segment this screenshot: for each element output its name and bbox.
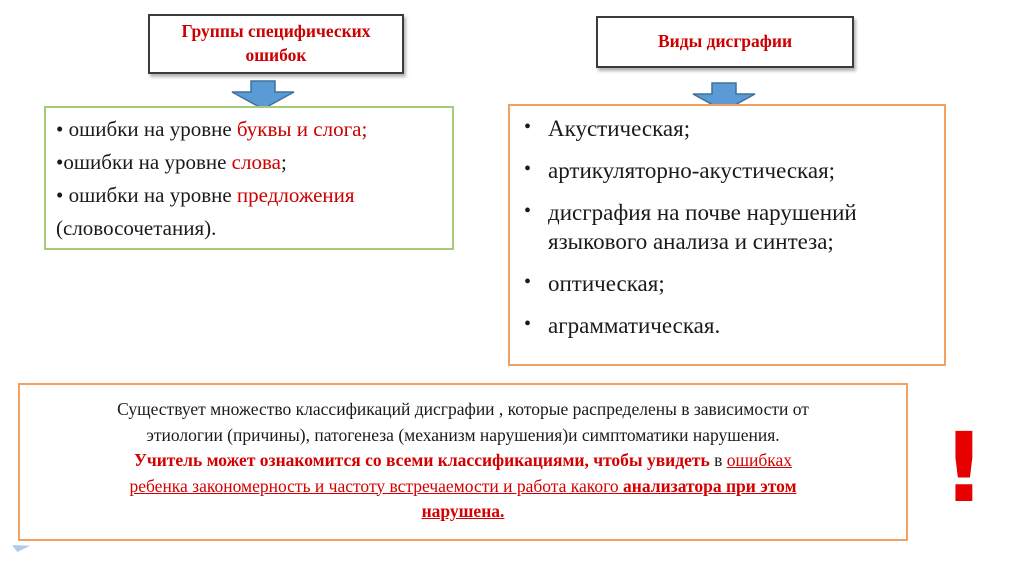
note-line-1: Существует множество классификаций дисграфии , которые распределены в зависимости от bbox=[117, 399, 809, 419]
corner-decoration-triangle-icon bbox=[12, 545, 30, 552]
error-groups-line-2 bbox=[56, 146, 442, 179]
classification-note-box bbox=[18, 383, 908, 541]
list-item bbox=[524, 157, 934, 186]
bullet-icon: • bbox=[524, 199, 532, 222]
note-text-red-underline: ребенка закономерность и частоту встречаемости и работа какого bbox=[129, 475, 624, 496]
list-item bbox=[524, 270, 934, 299]
list-item-label: оптическая; bbox=[548, 270, 665, 296]
dysgraphia-types-title-box bbox=[596, 16, 854, 68]
line-text: • ошибки на уровне bbox=[56, 183, 237, 207]
note-line-3 bbox=[38, 448, 888, 474]
error-groups-title-box bbox=[148, 14, 404, 74]
note-text-bold-red: Учитель может ознакомится со всеми классификациями, чтобы увидеть bbox=[133, 450, 710, 470]
dysgraphia-types-box bbox=[508, 104, 946, 366]
note-text-red-underline: ошибках bbox=[726, 450, 792, 470]
note-text: в bbox=[709, 450, 727, 470]
line-text: (словосочетания). bbox=[56, 216, 217, 240]
note-text-bold-red-underline: анализатора при этом bbox=[623, 475, 797, 496]
note-line-4 bbox=[38, 474, 888, 500]
line-text-red: буквы и слога; bbox=[236, 117, 368, 141]
line-text-red: предложения bbox=[236, 183, 355, 207]
list-item-label: Акустическая; bbox=[548, 116, 691, 141]
line-text: •ошибки на уровне bbox=[56, 150, 232, 174]
list-item bbox=[524, 115, 934, 144]
line-text: • ошибки на уровне bbox=[56, 117, 237, 141]
note-line-2: этиологии (причины), патогенеза (механизм нарушения)и симптоматики нарушения. bbox=[146, 424, 780, 445]
error-groups-title: Группы специфических ошибок bbox=[181, 21, 371, 65]
bullet-icon: • bbox=[524, 116, 532, 138]
bullet-icon: • bbox=[524, 270, 532, 293]
note-text-bold-red-underline: нарушена. bbox=[421, 501, 505, 521]
list-item-label: дисграфия на почве нарушений языкового анализа и синтеза; bbox=[548, 199, 857, 254]
bullet-icon: • bbox=[524, 312, 532, 335]
exclamation-mark: ! bbox=[942, 412, 986, 524]
bullet-icon: • bbox=[524, 157, 532, 180]
list-item-label: артикуляторно-акустическая; bbox=[548, 157, 836, 183]
line-text-red: слова bbox=[231, 150, 281, 174]
error-groups-box bbox=[44, 106, 454, 250]
list-item-label: аграмматическая. bbox=[548, 312, 721, 338]
dysgraphia-types-title: Виды дисграфии bbox=[657, 31, 793, 52]
list-item bbox=[524, 312, 934, 341]
line-text: ; bbox=[280, 150, 287, 174]
note-line-5 bbox=[38, 499, 888, 525]
error-groups-line-3 bbox=[56, 179, 442, 245]
list-item bbox=[524, 199, 934, 257]
error-groups-line-1 bbox=[56, 113, 442, 146]
